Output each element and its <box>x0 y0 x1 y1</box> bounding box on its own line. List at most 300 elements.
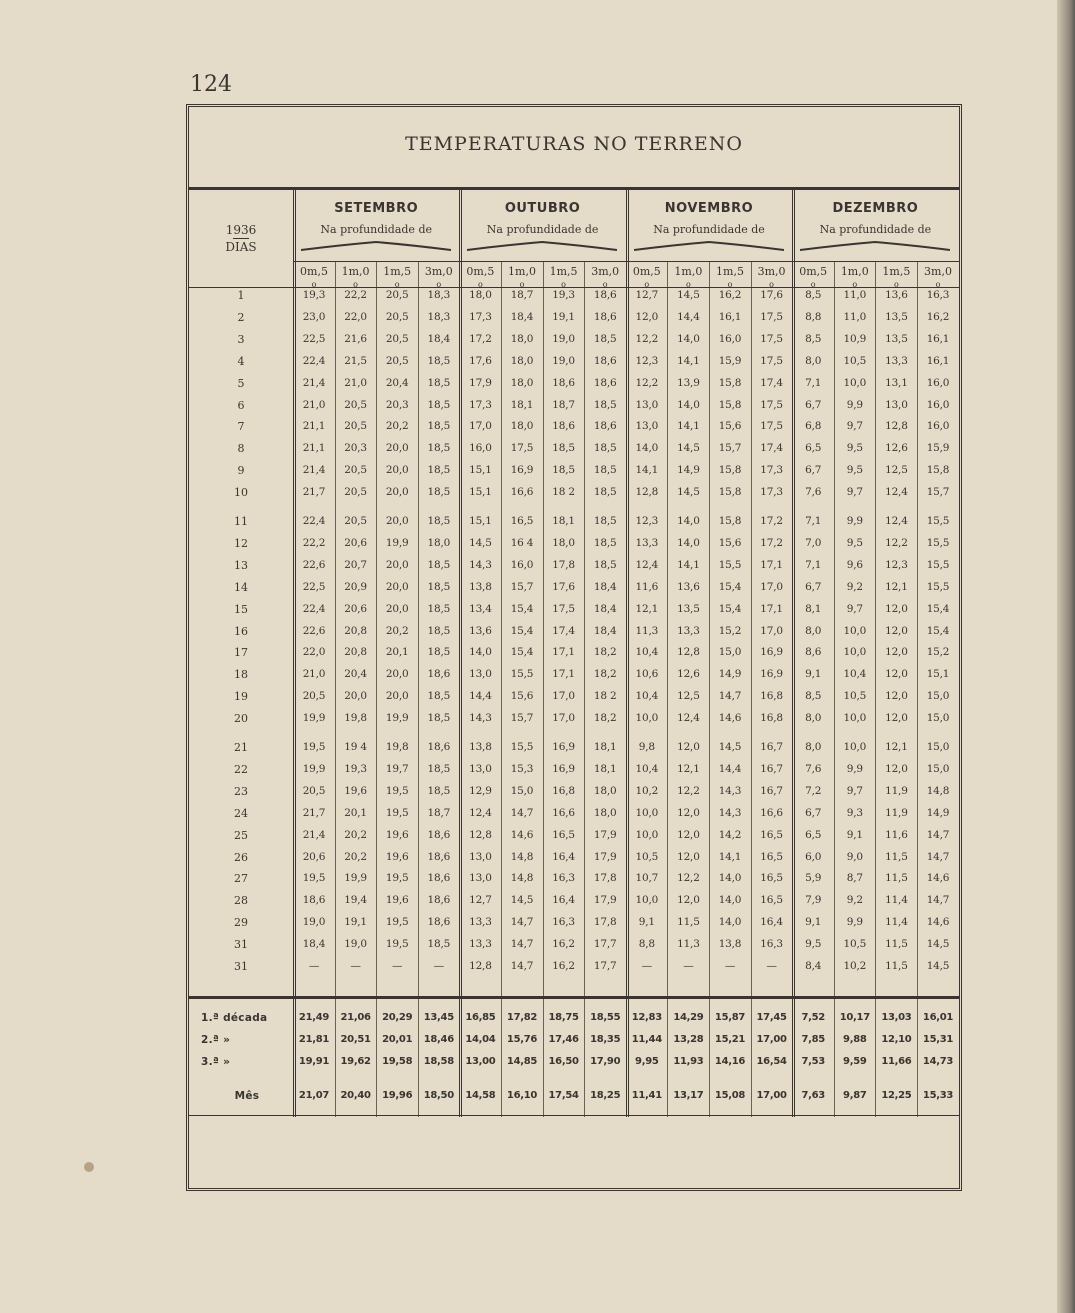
temperature-cell: 18,5 <box>427 646 451 659</box>
summary-cell: 12,25 <box>881 1090 912 1101</box>
temperature-cell: 13,6 <box>677 580 700 593</box>
temperature-cell: 10,4 <box>635 690 659 703</box>
temperature-cell: 14,3 <box>469 712 492 725</box>
temperature-cell: 19,7 <box>385 762 409 775</box>
temperature-cell: 20,0 <box>385 580 409 593</box>
temperature-cell: 9,1 <box>638 916 655 929</box>
temperature-cell: 10,9 <box>843 332 867 345</box>
temperature-cell: 18,5 <box>427 376 451 389</box>
summary-cell: 16,01 <box>922 1012 954 1023</box>
temperature-cell: 14,7 <box>510 916 534 929</box>
temperature-cell: 21,1 <box>302 442 326 455</box>
column-separator <box>834 261 835 1117</box>
paper-stain <box>84 1162 94 1172</box>
temperature-cell: 14,0 <box>677 398 700 411</box>
temperature-cell: 12,0 <box>677 806 700 819</box>
temperature-cell: 15,6 <box>718 536 742 549</box>
temperature-cell: 15,1 <box>469 515 492 527</box>
temperature-cell: 17,3 <box>469 310 492 323</box>
temperature-cell: 7,1 <box>805 515 822 527</box>
temperature-cell: 10,5 <box>843 690 867 703</box>
temperature-cell: 16,6 <box>760 806 783 819</box>
temperature-cell: 10,0 <box>635 828 659 841</box>
temperature-cell: 15,4 <box>510 624 534 637</box>
page-number: 124 <box>190 72 232 97</box>
summary-cell: 12,83 <box>631 1012 662 1023</box>
temperature-cell: 10,0 <box>843 624 867 637</box>
depth-row <box>626 265 792 281</box>
temperature-cell: 14,5 <box>926 938 950 951</box>
summary-bottom-rule <box>189 1115 959 1116</box>
temperature-cell: 10,0 <box>635 806 659 819</box>
temperature-cell: 18,5 <box>427 486 451 499</box>
summary-cell: 14,73 <box>922 1056 954 1067</box>
temperature-cell: 15,0 <box>926 762 950 775</box>
temperature-cell: 18,5 <box>552 464 575 477</box>
temperature-cell: 12,0 <box>677 828 700 841</box>
temperature-cell: 20,0 <box>385 515 409 527</box>
summary-cell: 17,82 <box>506 1012 538 1023</box>
temperature-cell: 11,9 <box>885 784 908 797</box>
temperature-cell: 14,4 <box>718 762 742 775</box>
summary-cell: 15,21 <box>714 1034 746 1045</box>
temperature-cell: 19,0 <box>552 354 575 367</box>
temperature-cell: 22,5 <box>302 580 326 593</box>
temperature-cell: 20,9 <box>344 580 367 593</box>
temperature-cell: 14,9 <box>926 806 950 819</box>
summary-cell: 11,93 <box>673 1056 704 1067</box>
temperature-cell: 15,7 <box>926 486 950 499</box>
depth-label: 3m,0 <box>924 265 952 278</box>
day-number: 26 <box>234 850 248 864</box>
temperature-cell: 16,2 <box>718 289 742 301</box>
temperature-cell: 12,4 <box>677 712 700 725</box>
temperature-cell: 12,2 <box>677 784 700 797</box>
temperature-cell: 8,7 <box>846 872 863 885</box>
summary-cell: 16,10 <box>506 1090 538 1101</box>
degree-mark: o <box>644 280 650 289</box>
temperature-cell: 18,6 <box>593 420 617 433</box>
temperature-cell: 18,5 <box>427 464 451 477</box>
temperature-cell: 20,5 <box>385 354 409 367</box>
temperature-cell: 8,5 <box>805 289 822 301</box>
temperature-cell: 17,2 <box>760 536 783 549</box>
summary-cell: 16,85 <box>465 1012 496 1023</box>
temperature-cell: 18,5 <box>427 690 451 703</box>
temperature-cell: 17,6 <box>552 580 575 593</box>
temperature-cell: 20,1 <box>344 806 367 819</box>
temperature-cell: 13,5 <box>677 602 700 615</box>
temperature-cell: 17,3 <box>760 464 783 477</box>
temperature-cell: 13,8 <box>469 741 492 753</box>
temperature-cell: 14,0 <box>718 894 742 907</box>
temperature-cell: 14,5 <box>677 289 700 301</box>
temperature-cell: 18,5 <box>593 442 617 455</box>
temperature-cell: 12,4 <box>885 486 908 499</box>
temperature-cell: 18,7 <box>552 398 575 411</box>
degree-mark: o <box>810 280 816 289</box>
day-number: 31 <box>234 960 248 973</box>
temperature-cell: 16,8 <box>760 712 783 725</box>
temperature-cell: 19,4 <box>344 894 367 907</box>
temperature-cell: 18,5 <box>593 332 617 345</box>
temperature-cell: 6,7 <box>805 398 822 411</box>
temperature-cell: 18,6 <box>427 916 451 929</box>
temperature-cell: 10,0 <box>635 894 659 907</box>
temperature-cell: 17,2 <box>469 332 492 345</box>
temperature-cell: 13,3 <box>635 536 659 549</box>
temperature-cell: 14,2 <box>718 828 742 841</box>
summary-cell: 16,50 <box>548 1056 579 1067</box>
temperature-cell: 12,0 <box>635 310 659 323</box>
temperature-cell: 17,3 <box>469 398 492 411</box>
temperature-cell: 20,5 <box>385 332 409 345</box>
temperature-cell: 20,7 <box>344 558 367 571</box>
temperature-cell: 15,5 <box>926 558 950 571</box>
temperature-cell: 12,0 <box>677 850 700 863</box>
temperature-cell: 20,4 <box>344 668 367 681</box>
temperature-cell: 20,3 <box>385 398 409 411</box>
temperature-cell: 17,2 <box>760 515 783 527</box>
temperature-cell: — <box>433 960 444 972</box>
temperature-cell: 20,6 <box>302 850 326 863</box>
temperature-cell: 18,2 <box>593 712 617 725</box>
summary-cell: 15,87 <box>714 1012 746 1023</box>
depth-subtitle: Na profundidade de <box>320 223 432 236</box>
temperature-cell: 17,1 <box>760 558 783 571</box>
summary-cell: 17,00 <box>756 1090 787 1101</box>
temperature-cell: 13,0 <box>469 668 492 681</box>
temperature-cell: 16,9 <box>552 762 575 775</box>
summary-cell: 17,46 <box>548 1034 579 1045</box>
temperature-cell: 9,2 <box>846 580 863 593</box>
month-header <box>293 197 459 287</box>
temperature-cell: 13,0 <box>885 398 908 411</box>
temperature-cell: 15,0 <box>926 741 950 753</box>
temperature-cell: 8,1 <box>805 602 822 615</box>
temperature-cell: 12,3 <box>635 515 659 527</box>
year-label: 1936 <box>225 223 257 237</box>
temperature-cell: 19,9 <box>344 872 367 885</box>
day-number: 2 <box>237 310 245 324</box>
temperature-cell: — <box>724 960 736 972</box>
temperature-cell: 18,5 <box>593 558 617 571</box>
temperature-cell: 13,0 <box>469 850 492 863</box>
temperature-cell: 16,1 <box>926 332 950 345</box>
temperature-cell: 12,8 <box>885 420 908 433</box>
temperature-cell: 13,3 <box>469 916 492 929</box>
summary-cell: 20,29 <box>382 1012 413 1023</box>
temperature-cell: 9,5 <box>805 938 822 951</box>
temperature-cell: 7,6 <box>805 486 822 499</box>
temperature-cell: 15,2 <box>718 624 742 637</box>
temperature-cell: 19,6 <box>385 894 409 907</box>
temperature-cell: 8,5 <box>805 690 822 703</box>
temperature-cell: 6,5 <box>805 442 822 455</box>
temperature-cell: 21,7 <box>302 486 326 499</box>
temperature-cell: 17,5 <box>552 602 575 615</box>
temperature-cell: 19,1 <box>552 310 575 323</box>
temperature-cell: 18,6 <box>427 872 451 885</box>
temperature-cell: 20,0 <box>385 690 409 703</box>
temperature-cell: 18,5 <box>427 515 451 527</box>
day-number: 11 <box>234 515 248 528</box>
temperature-cell: 22,4 <box>302 602 326 615</box>
temperature-cell: 12,0 <box>885 712 908 725</box>
temperature-cell: 9,9 <box>846 515 863 527</box>
summary-cell: 18,55 <box>590 1012 621 1023</box>
depth-label: 1m,5 <box>549 265 578 278</box>
degree-mark: o <box>353 280 358 289</box>
degree-mark: o <box>935 280 941 289</box>
summary-label: 1.ª década <box>201 1012 268 1024</box>
temperature-cell: 14,0 <box>677 515 700 527</box>
temperature-cell: 17,0 <box>760 624 783 637</box>
temperature-cell: 12,2 <box>677 872 700 885</box>
temperature-cell: 15,1 <box>469 464 492 477</box>
temperature-cell: 18,2 <box>593 646 617 659</box>
temperature-cell: 16,0 <box>926 420 950 433</box>
day-number: 21 <box>234 741 248 754</box>
day-number: 25 <box>234 828 248 842</box>
temperature-cell: 14,7 <box>510 938 534 951</box>
temperature-cell: 13,6 <box>885 289 908 301</box>
temperature-cell: 18,5 <box>427 580 451 593</box>
temperature-cell: 18,1 <box>593 741 617 753</box>
temperature-cell: 15,4 <box>718 580 742 593</box>
temperature-cell: 16,7 <box>760 741 783 753</box>
title-rule <box>189 187 959 190</box>
temperature-cell: 20,5 <box>385 289 409 301</box>
temperature-cell: 18,5 <box>593 464 617 477</box>
temperature-cell: 17,0 <box>552 690 575 703</box>
column-separator <box>584 261 585 1117</box>
temperature-cell: 18,5 <box>427 602 451 615</box>
temperature-cell: 16,1 <box>718 310 742 323</box>
temperature-cell: — <box>766 960 777 972</box>
temperature-cell: 13,0 <box>469 762 492 775</box>
temperature-cell: 21,1 <box>302 420 326 433</box>
temperature-cell: 18,6 <box>552 376 575 389</box>
summary-cell: 21,81 <box>298 1034 330 1045</box>
temperature-cell: 15,5 <box>926 536 950 549</box>
temperature-cell: 13,0 <box>469 872 492 885</box>
temperature-cell: 20,6 <box>344 602 367 615</box>
temperature-cell: — <box>392 960 403 972</box>
column-separator <box>418 261 419 1117</box>
temperature-cell: 19,5 <box>385 806 409 819</box>
temperature-cell: 12,0 <box>885 602 908 615</box>
day-number: 16 <box>234 624 248 638</box>
temperature-cell: 14,0 <box>469 646 492 659</box>
temperature-cell: 19,6 <box>385 828 409 841</box>
temperature-cell: 17,6 <box>469 354 492 367</box>
temperature-cell: 18,6 <box>427 741 451 753</box>
summary-label: Mês <box>234 1090 260 1102</box>
depth-label: 3m,0 <box>757 265 786 278</box>
temperature-cell: 18,5 <box>593 398 617 411</box>
degree-mark: o <box>685 280 691 289</box>
temperature-cell: 10,5 <box>635 850 659 863</box>
temperature-cell: 18,6 <box>593 376 617 389</box>
temperature-cell: 19,9 <box>302 712 326 725</box>
temperature-cell: 16,3 <box>552 872 575 885</box>
temperature-cell: 17,5 <box>510 442 534 455</box>
day-number: 20 <box>234 712 248 726</box>
day-number: 31 <box>234 938 248 952</box>
temperature-cell: 17,1 <box>760 602 783 615</box>
temperature-cell: 14,9 <box>718 668 742 681</box>
temperature-cell: 19,0 <box>344 938 367 951</box>
temperature-cell: 17,0 <box>552 712 575 725</box>
summary-cell: 14,16 <box>714 1056 746 1067</box>
depth-label: 3m,0 <box>591 265 620 278</box>
temperature-cell: 17,4 <box>552 624 575 637</box>
temperature-cell: 8,8 <box>805 310 822 323</box>
temperature-cell: 15,9 <box>718 354 742 367</box>
temperature-cell: 18,5 <box>552 442 575 455</box>
depth-row <box>293 265 459 281</box>
temperature-cell: 12,5 <box>677 690 700 703</box>
temperature-cell: 17,1 <box>552 668 575 681</box>
temperature-cell: 9,3 <box>846 806 863 819</box>
temperature-cell: 10,4 <box>635 762 659 775</box>
temperature-cell: 18,6 <box>427 850 451 863</box>
temperature-cell: 12,0 <box>885 646 908 659</box>
column-separator <box>376 261 377 1117</box>
temperature-cell: 12,9 <box>469 784 492 797</box>
temperature-cell: 18,2 <box>593 668 617 681</box>
temperature-cell: 16,1 <box>926 354 950 367</box>
temperature-cell: 14,4 <box>677 310 700 323</box>
temperature-cell: 15,8 <box>926 464 950 477</box>
day-number: 3 <box>237 332 245 346</box>
temperature-cell: 18,0 <box>552 536 575 549</box>
summary-cell: 13,28 <box>673 1034 704 1045</box>
temperature-cell: 12,0 <box>677 741 700 753</box>
temperature-cell: 15,5 <box>510 668 534 681</box>
temperature-cell: 15,4 <box>926 624 950 637</box>
temperature-cell: 14,8 <box>510 850 534 863</box>
summary-cell: 14,58 <box>465 1090 496 1101</box>
temperature-cell: 15,5 <box>510 741 534 753</box>
temperature-cell: 14,6 <box>510 828 534 841</box>
temperature-cell: 18,5 <box>593 536 617 549</box>
depth-subtitle: Na profundidade de <box>819 223 932 236</box>
temperature-cell: 11,4 <box>885 916 908 929</box>
depth-label: 1m,5 <box>383 265 412 278</box>
temperature-cell: 6,8 <box>805 420 822 433</box>
temperature-cell: 12,0 <box>885 624 908 637</box>
temperature-cell: 14,7 <box>510 960 534 972</box>
temperature-cell: 17,5 <box>760 398 783 411</box>
summary-cell: 20,40 <box>340 1090 371 1101</box>
temperature-cell: 17,7 <box>593 938 617 951</box>
temperature-cell: 21,4 <box>302 828 326 841</box>
temperature-cell: 14,7 <box>510 806 534 819</box>
temperature-cell: — <box>350 960 361 972</box>
temperature-cell: 18,5 <box>427 558 451 571</box>
temperature-cell: 18,0 <box>469 289 492 301</box>
day-number: 6 <box>237 398 245 412</box>
day-number: 13 <box>234 558 248 572</box>
temperature-cell: 18,5 <box>427 442 451 455</box>
temperature-cell: 12,1 <box>677 762 700 775</box>
month-name: DEZEMBRO <box>832 201 919 216</box>
temperature-cell: 14,0 <box>635 442 659 455</box>
temperature-cell: 20,2 <box>385 624 409 637</box>
temperature-cell: 19,5 <box>385 938 409 951</box>
temperature-cell: 14,0 <box>677 332 700 345</box>
summary-cell: 13,17 <box>673 1090 704 1101</box>
summary-cell: 13,00 <box>465 1056 496 1067</box>
temperature-cell: 20,6 <box>344 536 367 549</box>
temperature-cell: 21,7 <box>302 806 326 819</box>
summary-cell: 7,53 <box>801 1056 825 1067</box>
temperature-cell: 19,3 <box>552 289 575 301</box>
temperature-cell: 12,0 <box>885 690 908 703</box>
summary-cell: 16,54 <box>756 1056 787 1067</box>
temperature-cell: 19,5 <box>385 784 409 797</box>
temperature-cell: 22,0 <box>344 310 367 323</box>
temperature-cell: 12,5 <box>885 464 908 477</box>
degree-mark: o <box>727 280 733 289</box>
temperature-cell: 12,2 <box>635 332 659 345</box>
brace-ornament <box>800 241 950 251</box>
temperature-cell: 8,0 <box>805 741 822 753</box>
day-number: 22 <box>234 762 248 776</box>
temperature-cell: 17,5 <box>760 420 783 433</box>
month-name: OUTUBRO <box>504 201 581 216</box>
temperature-cell: 17,4 <box>760 442 783 455</box>
column-separator <box>543 261 544 1117</box>
depth-label: 0m,5 <box>466 265 495 278</box>
day-number: 1 <box>237 289 245 302</box>
temperature-cell: 17,8 <box>593 916 617 929</box>
depth-label: 1m,0 <box>341 265 370 278</box>
temperature-cell: 15,1 <box>469 486 492 499</box>
degree-mark: o <box>561 280 566 289</box>
temperature-cell: 19,5 <box>385 872 409 885</box>
temperature-cell: 16,4 <box>552 894 575 907</box>
temperature-cell: 6,7 <box>805 464 822 477</box>
temperature-cell: 15,5 <box>926 580 950 593</box>
temperature-cell: 12,8 <box>469 960 492 972</box>
temperature-cell: 10,0 <box>635 712 659 725</box>
temperature-cell: 6,7 <box>805 580 822 593</box>
temperature-cell: 17,4 <box>760 376 783 389</box>
summary-cell: 20,51 <box>340 1034 371 1045</box>
summary-cell: 7,63 <box>801 1090 825 1101</box>
temperature-cell: 20,5 <box>344 398 367 411</box>
temperature-cell: 13,8 <box>469 580 492 593</box>
summary-cell: 21,06 <box>340 1012 371 1023</box>
temperature-cell: 19,0 <box>552 332 575 345</box>
temperature-cell: 21,0 <box>302 668 326 681</box>
temperature-cell: 16,5 <box>760 872 783 885</box>
day-number: 8 <box>237 442 245 456</box>
temperature-cell: 15,8 <box>718 398 742 411</box>
temperature-cell: 15,4 <box>926 602 950 615</box>
temperature-cell: 13,5 <box>885 310 908 323</box>
brace-ornament <box>634 241 784 251</box>
temperature-cell: 12,0 <box>677 894 700 907</box>
summary-cell: 14,04 <box>465 1034 496 1045</box>
temperature-cell: 18,1 <box>552 515 575 527</box>
days-header <box>189 223 293 254</box>
temperature-cell: 18,6 <box>427 828 451 841</box>
temperature-cell: 17,0 <box>469 420 492 433</box>
